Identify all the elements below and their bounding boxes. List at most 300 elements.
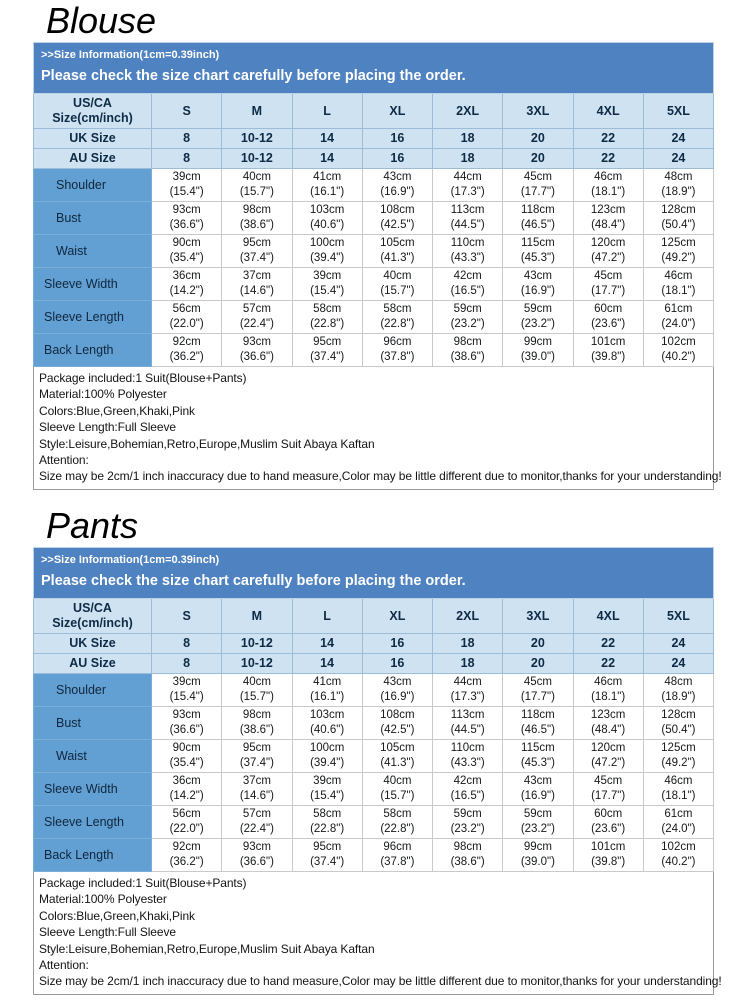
measurement-cm: 48cm	[664, 676, 693, 688]
measurement-cm: 102cm	[661, 841, 696, 853]
measurement-inch: (39.4")	[310, 757, 345, 769]
measurement-cm: 95cm	[242, 237, 271, 249]
measurement-inch: (44.5")	[450, 219, 485, 231]
measurement-value	[292, 268, 362, 301]
measurement-inch: (50.4")	[661, 724, 696, 736]
measurement-value	[433, 202, 503, 235]
size-header-cell: 4XL	[573, 94, 643, 129]
size-alias-value: 22	[573, 149, 643, 169]
measurement-label: Waist	[34, 235, 152, 268]
size-header-cell: M	[222, 599, 292, 634]
measurement-value	[222, 301, 292, 334]
banner-check-chart-notice: Please check the size chart carefully before placing the order.	[41, 68, 466, 84]
measurement-cm: 58cm	[313, 808, 342, 820]
measurement-value	[362, 268, 432, 301]
measurement-value	[362, 334, 432, 367]
measurement-row	[34, 169, 714, 202]
measurement-cm: 39cm	[172, 676, 201, 688]
measurement-inch: (40.6")	[310, 724, 345, 736]
measurement-row	[34, 235, 714, 268]
measurement-inch: (49.2")	[661, 252, 696, 264]
size-alias-value: 16	[362, 654, 432, 674]
measurement-row	[34, 707, 714, 740]
measurement-inch: (50.4")	[661, 219, 696, 231]
measurement-label: Shoulder	[34, 674, 152, 707]
measurement-cm: 100cm	[309, 237, 345, 249]
measurement-cm: 37cm	[242, 775, 271, 787]
measurement-inch: (37.4")	[239, 252, 274, 264]
measurement-cm: 90cm	[172, 237, 201, 249]
measurement-value	[152, 202, 222, 235]
measurement-inch: (23.2")	[450, 318, 485, 330]
size-alias-value: 16	[362, 129, 432, 149]
size-alias-value: 18	[433, 129, 503, 149]
measurement-cm: 113cm	[450, 204, 485, 216]
size-alias-value: 10-12	[222, 129, 292, 149]
measurement-inch: (16.9")	[380, 186, 415, 198]
measurement-value	[433, 235, 503, 268]
measurement-cm: 120cm	[590, 237, 626, 249]
measurement-cm: 59cm	[453, 303, 482, 315]
measurement-value	[503, 740, 573, 773]
measurement-inch: (14.2")	[169, 790, 204, 802]
measurement-value	[643, 301, 713, 334]
measurement-value	[503, 839, 573, 872]
measurement-inch: (39.8")	[591, 351, 626, 363]
measurement-inch: (37.8")	[380, 351, 415, 363]
note-line: Attention:	[39, 958, 89, 973]
measurement-inch: (16.9")	[520, 285, 555, 297]
measurement-inch: (14.6")	[239, 790, 274, 802]
measurement-cm: 98cm	[242, 709, 271, 721]
measurement-inch: (43.3")	[450, 252, 485, 264]
measurement-inch: (40.6")	[310, 219, 345, 231]
measurement-inch: (45.3")	[520, 757, 555, 769]
measurement-inch: (23.2")	[520, 823, 555, 835]
chart-banner	[34, 548, 713, 598]
measurement-value	[643, 740, 713, 773]
measurement-value	[433, 334, 503, 367]
measurement-value	[573, 773, 643, 806]
measurement-cm: 125cm	[661, 742, 696, 754]
measurement-inch: (16.9")	[380, 691, 415, 703]
size-alias-value: 14	[292, 149, 362, 169]
measurement-cm: 93cm	[242, 841, 271, 853]
size-alias-value: 20	[503, 654, 573, 674]
measurement-value	[643, 268, 713, 301]
measurement-value	[573, 235, 643, 268]
measurement-value	[152, 839, 222, 872]
measurement-label: Sleeve Width	[34, 773, 152, 806]
measurement-value	[503, 674, 573, 707]
size-chart-table	[33, 547, 722, 995]
measurement-inch: (41.3")	[380, 252, 415, 264]
measurement-inch: (22.8")	[380, 318, 415, 330]
size-header-cell: 3XL	[503, 599, 573, 634]
corner-line-uscaption: US/CA	[73, 96, 112, 110]
measurement-value	[503, 334, 573, 367]
size-alias-value: 20	[503, 634, 573, 654]
measurement-value	[573, 202, 643, 235]
size-alias-label: UK Size	[34, 129, 152, 149]
measurement-cm: 43cm	[383, 171, 412, 183]
measurement-inch: (42.5")	[380, 724, 415, 736]
measurement-cm: 37cm	[242, 270, 271, 282]
note-line: Package included:1 Suit(Blouse+Pants)	[39, 876, 247, 890]
measurement-value	[222, 707, 292, 740]
measurement-inch: (36.2")	[169, 351, 204, 363]
measurement-value	[433, 707, 503, 740]
measurement-value	[292, 740, 362, 773]
size-alias-label: AU Size	[34, 149, 152, 169]
measurement-inch: (46.5")	[520, 219, 555, 231]
measurement-cm: 101cm	[590, 336, 626, 348]
size-alias-value: 10-12	[222, 634, 292, 654]
measurement-inch: (14.6")	[239, 285, 274, 297]
measurement-inch: (39.8")	[591, 856, 626, 868]
measurement-cm: 123cm	[590, 204, 626, 216]
measurement-cm: 48cm	[664, 171, 693, 183]
measurement-row	[34, 740, 714, 773]
measurement-inch: (23.6")	[591, 318, 626, 330]
measurement-inch: (47.2")	[591, 757, 626, 769]
measurement-cm: 57cm	[242, 303, 271, 315]
measurement-value	[433, 740, 503, 773]
measurement-value	[433, 169, 503, 202]
size-alias-value: 8	[152, 129, 222, 149]
measurement-value	[573, 268, 643, 301]
measurement-cm: 108cm	[380, 204, 415, 216]
measurement-inch: (36.6")	[169, 219, 204, 231]
measurement-cm: 98cm	[453, 841, 482, 853]
measurement-cm: 108cm	[380, 709, 415, 721]
measurement-value	[222, 839, 292, 872]
measurement-cm: 41cm	[313, 171, 342, 183]
measurement-value	[152, 268, 222, 301]
measurement-cm: 42cm	[453, 775, 482, 787]
measurement-value	[222, 806, 292, 839]
measurement-cm: 103cm	[309, 709, 345, 721]
measurement-value	[433, 839, 503, 872]
measurement-value	[643, 334, 713, 367]
measurement-value	[643, 839, 713, 872]
size-alias-value: 22	[573, 634, 643, 654]
measurement-inch: (48.4")	[591, 724, 626, 736]
section-title: Blouse	[46, 0, 157, 41]
note-line: Sleeve Length:Full Sleeve	[39, 420, 176, 435]
measurement-value	[573, 740, 643, 773]
measurement-cm: 61cm	[664, 303, 693, 315]
banner-size-information: >>Size Information(1cm=0.39inch)	[41, 554, 220, 566]
measurement-value	[573, 839, 643, 872]
measurement-value	[362, 674, 432, 707]
measurement-value	[362, 301, 432, 334]
measurement-cm: 115cm	[521, 237, 555, 249]
notes-row	[34, 367, 714, 490]
measurement-value	[292, 301, 362, 334]
measurement-value	[152, 301, 222, 334]
measurement-cm: 123cm	[590, 709, 626, 721]
notes-cell	[34, 872, 722, 995]
measurement-cm: 95cm	[242, 742, 271, 754]
measurement-value	[292, 674, 362, 707]
measurement-label: Sleeve Width	[34, 268, 152, 301]
size-alias-value: 24	[643, 129, 713, 149]
measurement-cm: 59cm	[523, 808, 552, 820]
measurement-cm: 101cm	[590, 841, 626, 853]
measurement-cm: 45cm	[594, 270, 623, 282]
measurement-label: Sleeve Length	[34, 806, 152, 839]
measurement-value	[643, 773, 713, 806]
measurement-value	[362, 202, 432, 235]
size-chart-table	[33, 42, 722, 490]
size-alias-value: 14	[292, 634, 362, 654]
size-header-row	[34, 599, 714, 634]
size-header-cell: L	[292, 599, 362, 634]
measurement-inch: (37.4")	[310, 856, 345, 868]
measurement-inch: (35.4")	[169, 252, 204, 264]
measurement-cm: 110cm	[450, 742, 485, 754]
measurement-cm: 105cm	[380, 237, 415, 249]
measurement-inch: (18.1")	[661, 285, 696, 297]
size-header-cell: 2XL	[433, 599, 503, 634]
measurement-value	[643, 235, 713, 268]
measurement-value	[503, 806, 573, 839]
measurement-inch: (37.4")	[239, 757, 274, 769]
size-alias-value: 22	[573, 129, 643, 149]
measurement-value	[152, 674, 222, 707]
size-alias-row	[34, 149, 714, 169]
size-alias-value: 14	[292, 129, 362, 149]
chart-banner-row	[34, 548, 714, 599]
size-alias-row	[34, 654, 714, 674]
measurement-cm: 100cm	[309, 742, 345, 754]
measurement-value	[292, 235, 362, 268]
measurement-inch: (40.2")	[661, 856, 696, 868]
measurement-cm: 105cm	[380, 742, 415, 754]
measurement-cm: 45cm	[594, 775, 623, 787]
measurement-value	[292, 334, 362, 367]
measurement-cm: 41cm	[313, 676, 342, 688]
measurement-inch: (15.4")	[310, 790, 345, 802]
measurement-value	[152, 707, 222, 740]
measurement-value	[433, 268, 503, 301]
measurement-value	[222, 674, 292, 707]
measurement-cm: 39cm	[313, 270, 342, 282]
size-header-row	[34, 94, 714, 129]
size-alias-value: 10-12	[222, 149, 292, 169]
note-line: Size may be 2cm/1 inch inaccuracy due to hand measure,Color may be little different due to monitor,thanks for your understanding!	[39, 469, 722, 484]
size-header-cell: L	[292, 94, 362, 129]
measurement-inch: (15.4")	[169, 691, 204, 703]
measurement-cm: 40cm	[242, 171, 271, 183]
size-alias-value: 24	[643, 634, 713, 654]
measurement-inch: (16.5")	[450, 790, 485, 802]
measurement-inch: (37.8")	[380, 856, 415, 868]
measurement-value	[573, 301, 643, 334]
measurement-value	[152, 806, 222, 839]
measurement-inch: (16.1")	[310, 186, 345, 198]
measurement-inch: (43.3")	[450, 757, 485, 769]
measurement-cm: 59cm	[523, 303, 552, 315]
measurement-value	[503, 707, 573, 740]
size-header-cell: S	[152, 94, 222, 129]
measurement-cm: 58cm	[313, 303, 342, 315]
size-alias-value: 8	[152, 634, 222, 654]
measurement-value	[503, 301, 573, 334]
measurement-inch: (22.0")	[169, 318, 204, 330]
measurement-inch: (24.0")	[661, 823, 696, 835]
size-header-corner	[34, 94, 152, 129]
measurement-row	[34, 268, 714, 301]
measurement-cm: 128cm	[661, 709, 696, 721]
measurement-value	[222, 773, 292, 806]
measurement-cm: 98cm	[242, 204, 271, 216]
measurement-inch: (24.0")	[661, 318, 696, 330]
size-alias-value: 20	[503, 149, 573, 169]
measurement-cm: 45cm	[523, 171, 552, 183]
measurement-cm: 93cm	[172, 204, 201, 216]
measurement-cm: 95cm	[313, 841, 342, 853]
size-alias-value: 14	[292, 654, 362, 674]
measurement-inch: (16.5")	[450, 285, 485, 297]
measurement-inch: (15.7")	[239, 691, 274, 703]
measurement-value	[152, 235, 222, 268]
size-header-corner	[34, 599, 152, 634]
measurement-value	[362, 707, 432, 740]
size-alias-label: AU Size	[34, 654, 152, 674]
measurement-inch: (38.6")	[450, 856, 485, 868]
measurement-inch: (37.4")	[310, 351, 345, 363]
measurement-inch: (39.0")	[520, 856, 555, 868]
size-header-cell: XL	[362, 94, 432, 129]
measurement-cm: 43cm	[523, 270, 552, 282]
measurement-inch: (23.6")	[591, 823, 626, 835]
note-line: Colors:Blue,Green,Khaki,Pink	[39, 908, 195, 923]
note-line: Colors:Blue,Green,Khaki,Pink	[39, 403, 195, 418]
measurement-cm: 43cm	[383, 676, 412, 688]
measurement-cm: 56cm	[172, 808, 201, 820]
measurement-value	[643, 169, 713, 202]
chart-banner-cell	[34, 43, 714, 94]
size-alias-value: 24	[643, 654, 713, 674]
measurement-inch: (36.6")	[169, 724, 204, 736]
size-alias-value: 20	[503, 129, 573, 149]
measurement-value	[573, 169, 643, 202]
measurement-cm: 118cm	[521, 709, 555, 721]
measurement-value	[292, 202, 362, 235]
measurement-inch: (42.5")	[380, 219, 415, 231]
measurement-value	[292, 773, 362, 806]
measurement-cm: 43cm	[523, 775, 552, 787]
banner-check-chart-notice: Please check the size chart carefully before placing the order.	[41, 573, 466, 589]
measurement-inch: (47.2")	[591, 252, 626, 264]
size-alias-value: 18	[433, 149, 503, 169]
banner-size-information: >>Size Information(1cm=0.39inch)	[41, 49, 220, 61]
measurement-value	[433, 301, 503, 334]
corner-line-units: Size(cm/inch)	[52, 616, 133, 630]
measurement-row	[34, 301, 714, 334]
measurement-value	[222, 235, 292, 268]
measurement-cm: 120cm	[590, 742, 626, 754]
size-header-cell: 2XL	[433, 94, 503, 129]
measurement-cm: 125cm	[661, 237, 696, 249]
measurement-inch: (15.4")	[169, 186, 204, 198]
measurement-value	[152, 773, 222, 806]
measurement-cm: 110cm	[450, 237, 485, 249]
measurement-value	[573, 806, 643, 839]
measurement-inch: (18.1")	[591, 186, 626, 198]
measurement-label: Waist	[34, 740, 152, 773]
measurement-value	[503, 773, 573, 806]
measurement-value	[152, 169, 222, 202]
measurement-value	[222, 334, 292, 367]
measurement-label: Back Length	[34, 839, 152, 872]
measurement-value	[433, 773, 503, 806]
measurement-inch: (22.8")	[380, 823, 415, 835]
measurement-cm: 36cm	[172, 270, 201, 282]
measurement-label: Bust	[34, 202, 152, 235]
measurement-inch: (23.2")	[450, 823, 485, 835]
measurement-inch: (22.0")	[169, 823, 204, 835]
measurement-cm: 58cm	[383, 303, 412, 315]
measurement-value	[222, 169, 292, 202]
measurement-cm: 58cm	[383, 808, 412, 820]
measurement-inch: (18.9")	[661, 186, 696, 198]
measurement-value	[362, 740, 432, 773]
measurement-value	[643, 806, 713, 839]
measurement-value	[362, 839, 432, 872]
measurement-row	[34, 674, 714, 707]
measurement-cm: 46cm	[594, 676, 623, 688]
notes-row	[34, 872, 714, 995]
note-line: Attention:	[39, 453, 89, 468]
size-header-cell: 4XL	[573, 599, 643, 634]
measurement-value	[292, 169, 362, 202]
measurement-cm: 96cm	[383, 841, 412, 853]
measurement-cm: 93cm	[242, 336, 271, 348]
size-header-cell: M	[222, 94, 292, 129]
measurement-cm: 59cm	[453, 808, 482, 820]
measurement-inch: (38.6")	[450, 351, 485, 363]
measurement-inch: (36.6")	[239, 856, 274, 868]
measurement-inch: (44.5")	[450, 724, 485, 736]
product-section-blouse	[0, 0, 750, 490]
note-line: Material:100% Polyester	[39, 387, 167, 402]
measurement-row	[34, 202, 714, 235]
measurement-cm: 96cm	[383, 336, 412, 348]
measurement-row	[34, 806, 714, 839]
size-header-cell: 3XL	[503, 94, 573, 129]
measurement-inch: (39.4")	[310, 252, 345, 264]
measurement-inch: (35.4")	[169, 757, 204, 769]
measurement-inch: (39.0")	[520, 351, 555, 363]
chart-banner-cell	[34, 548, 714, 599]
measurement-value	[433, 674, 503, 707]
measurement-cm: 56cm	[172, 303, 201, 315]
measurement-value	[152, 334, 222, 367]
measurement-value	[503, 202, 573, 235]
measurement-inch: (36.2")	[169, 856, 204, 868]
measurement-inch: (22.4")	[239, 318, 274, 330]
measurement-cm: 57cm	[242, 808, 271, 820]
measurement-value	[503, 268, 573, 301]
measurement-inch: (45.3")	[520, 252, 555, 264]
measurement-cm: 39cm	[313, 775, 342, 787]
measurement-label: Back Length	[34, 334, 152, 367]
product-section-pants	[0, 505, 750, 995]
size-alias-label: UK Size	[34, 634, 152, 654]
